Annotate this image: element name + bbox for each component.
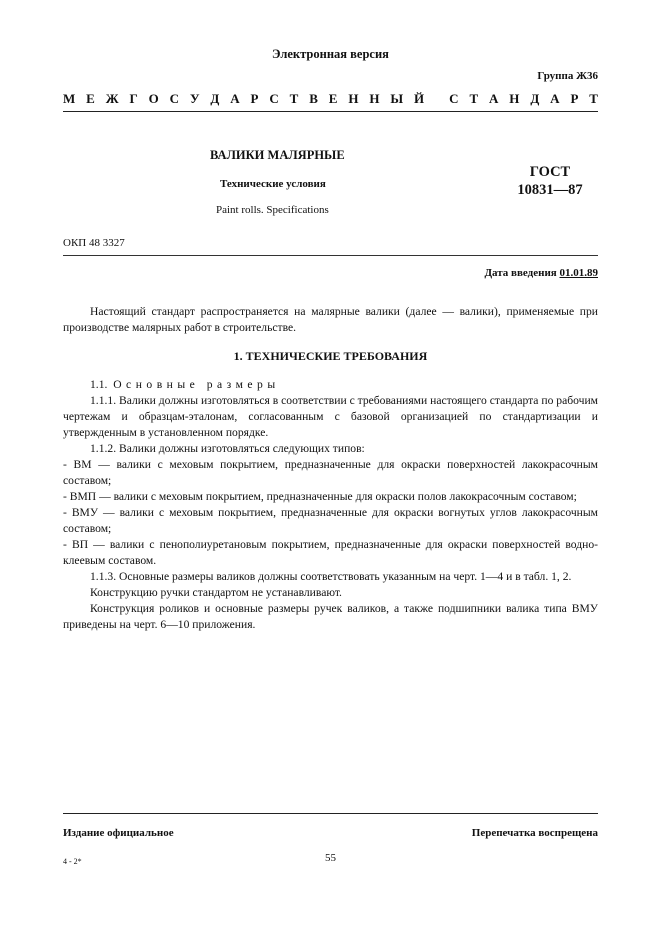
standard-heading-letter: Н — [348, 91, 359, 106]
standard-heading-letter: А — [489, 91, 499, 106]
footer-rule — [63, 813, 598, 814]
section-1-title: 1. ТЕХНИЧЕСКИЕ ТРЕБОВАНИЯ — [233, 349, 428, 363]
standard-heading-letter: Й — [414, 91, 425, 106]
standard-heading-letter: Т — [589, 91, 598, 106]
paragraph-1-1-1: 1.1.1. Валики должны изготовляться в соответствии с требованиями настоящего стандарта по рабочим чертежам и образцам-эталонам, согласованным с базовой организацией по стандартизации и утвержденным в установленном порядке. — [63, 394, 598, 439]
introduction-date-value: 01.01.89 — [559, 267, 598, 279]
english-title: Paint rolls. Specifications — [216, 204, 329, 216]
paragraph-1-1-2: 1.1.2. Валики должны изготовляться следующих типов: — [90, 442, 365, 455]
reprint-prohibited-label: Перепечатка воспрещена — [471, 827, 598, 839]
group-code: Группа Ж36 — [537, 70, 598, 82]
standard-heading-letter: С — [269, 91, 279, 106]
type-item-vmp: - ВМП — валики с меховым покрытием, предназначенные для окраски полов лакокрасочным составом; — [63, 490, 577, 503]
gost-number: 10831—87 — [517, 182, 583, 198]
introduction-date-label: Дата введения — [484, 267, 557, 279]
intro-paragraph — [63, 304, 598, 336]
official-edition-label: Издание официальное — [63, 827, 174, 839]
okp-code: ОКП 48 3327 — [63, 237, 125, 249]
document-title: ВАЛИКИ МАЛЯРНЫЕ — [210, 148, 345, 162]
subsection-1-1-heading — [63, 377, 598, 393]
standard-heading-letter: Е — [86, 91, 95, 106]
gost-label: ГОСТ — [529, 164, 571, 180]
interstate-standard-heading — [63, 91, 598, 107]
intro-text: Настоящий стандарт распространяется на малярные валики (далее — валики), применяемые при производстве малярных работ в строительстве. — [63, 305, 598, 334]
standard-heading-letter: С — [449, 91, 459, 106]
standard-heading-letter: О — [148, 91, 159, 106]
standard-heading-letter: А — [550, 91, 560, 106]
type-item-vmu: - ВМУ — валики с меховым покрытием, предназначенные для окраски вогнутых углов лакокрасочным составом; — [63, 506, 598, 535]
standard-heading-letter: Т — [289, 91, 299, 106]
standard-heading-letter — [435, 91, 438, 107]
subsection-number: 1.1. — [90, 378, 108, 391]
section-1-body — [63, 377, 598, 633]
page-number: 55 — [325, 852, 336, 864]
standard-heading-letter: Н — [509, 91, 520, 106]
standard-heading-letter: Г — [129, 91, 138, 106]
standard-heading-letter: Т — [469, 91, 479, 106]
rollers-note: Конструкция роликов и основные размеры ручек валиков, а также подшипники валика типа ВМУ приведены на черт. 6—10 приложения. — [63, 602, 598, 631]
standard-heading-letter: Д — [530, 91, 540, 106]
type-item-vp: - ВП — валики с пенополиуретановым покрытием, предназначенные для окраски поверхностей водно-клеевым составом. — [63, 538, 598, 567]
standard-heading-letter: Е — [328, 91, 338, 106]
standard-heading-letter: А — [230, 91, 240, 106]
standard-heading-letter: У — [189, 91, 200, 106]
document-subtitle: Технические условия — [220, 178, 326, 190]
header-rule — [63, 111, 598, 112]
standard-heading-letter: Н — [369, 91, 380, 106]
sheet-mark: 4 - 2* — [63, 857, 82, 866]
type-item-vm: - ВМ — валики с меховым покрытием, предназначенные для окраски поверхностей лакокрасочным составом; — [63, 458, 598, 487]
standard-heading-letter: С — [169, 91, 180, 106]
standard-heading-letter: М — [63, 91, 76, 106]
standard-heading-letter: В — [309, 91, 318, 106]
subsection-title: Основные размеры — [113, 378, 280, 391]
standard-heading-letter: Р — [250, 91, 259, 106]
paragraph-1-1-3: 1.1.3. Основные размеры валиков должны соответствовать указанным на черт. 1—4 и в табл. 1, 2. — [90, 570, 572, 583]
handle-note: Конструкцию ручки стандартом не устанавливают. — [90, 586, 342, 599]
introduction-date — [484, 267, 598, 279]
standard-heading-letter: Д — [210, 91, 220, 106]
electronic-version-label: Электронная версия — [272, 47, 389, 61]
okp-rule — [63, 255, 598, 256]
standard-heading-letter: Ж — [105, 91, 119, 106]
standard-heading-letter: Ы — [390, 91, 404, 106]
standard-heading-letter: Р — [570, 91, 579, 106]
